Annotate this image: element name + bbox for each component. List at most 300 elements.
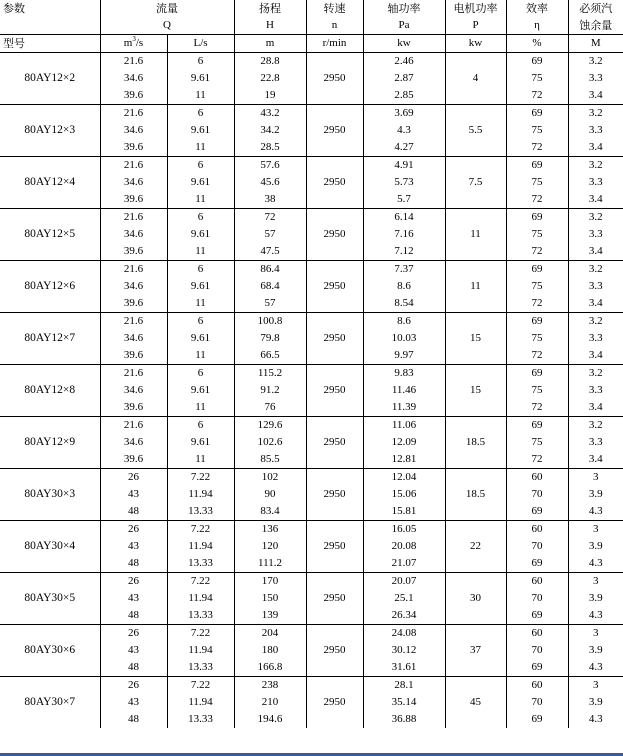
npsh-cell: 4.3 xyxy=(568,711,623,728)
table-row xyxy=(0,105,623,123)
shaft-power-cell: 12.04 xyxy=(363,469,445,487)
head-cell: 43.2 xyxy=(234,105,306,123)
flow-ls-cell: 9.61 xyxy=(167,226,234,243)
npsh-cell: 3.9 xyxy=(568,694,623,711)
flow-m3s-cell: 26 xyxy=(100,677,167,695)
shaft-power-cell: 8.6 xyxy=(363,313,445,331)
header-npsh: 必须汽 xyxy=(568,0,623,17)
efficiency-cell: 69 xyxy=(506,105,568,123)
npsh-cell: 3.3 xyxy=(568,174,623,191)
head-cell: 102 xyxy=(234,469,306,487)
speed-cell: 2950 xyxy=(306,573,363,625)
shaft-power-cell: 20.08 xyxy=(363,538,445,555)
efficiency-cell: 60 xyxy=(506,573,568,591)
header-head-symbol: H xyxy=(234,17,306,35)
flow-m3s-cell: 34.6 xyxy=(100,70,167,87)
npsh-cell: 3.4 xyxy=(568,347,623,365)
header-npsh-line2: 蚀余量 xyxy=(568,17,623,35)
table-row xyxy=(0,677,623,695)
motor-power-cell: 7.5 xyxy=(445,157,506,209)
head-cell: 120 xyxy=(234,538,306,555)
flow-ls-cell: 9.61 xyxy=(167,70,234,87)
flow-m3s-cell: 21.6 xyxy=(100,209,167,227)
model-cell: 80AY30×7 xyxy=(0,677,100,729)
head-cell: 129.6 xyxy=(234,417,306,435)
table-row xyxy=(0,53,623,71)
speed-cell: 2950 xyxy=(306,417,363,469)
flow-m3s-cell: 26 xyxy=(100,469,167,487)
flow-m3s-cell: 34.6 xyxy=(100,330,167,347)
flow-m3s-cell: 43 xyxy=(100,486,167,503)
shaft-power-cell: 11.46 xyxy=(363,382,445,399)
flow-ls-cell: 6 xyxy=(167,53,234,71)
shaft-power-cell: 30.12 xyxy=(363,642,445,659)
head-cell: 28.5 xyxy=(234,139,306,157)
shaft-power-cell: 7.16 xyxy=(363,226,445,243)
motor-power-cell: 5.5 xyxy=(445,105,506,157)
npsh-cell: 3.9 xyxy=(568,486,623,503)
efficiency-cell: 72 xyxy=(506,243,568,261)
flow-ls-cell: 9.61 xyxy=(167,434,234,451)
head-cell: 90 xyxy=(234,486,306,503)
efficiency-cell: 72 xyxy=(506,451,568,469)
efficiency-cell: 69 xyxy=(506,417,568,435)
head-cell: 170 xyxy=(234,573,306,591)
npsh-cell: 4.3 xyxy=(568,503,623,521)
efficiency-cell: 70 xyxy=(506,590,568,607)
npsh-cell: 4.3 xyxy=(568,607,623,625)
unit-npsh: M xyxy=(568,35,623,53)
motor-power-cell: 11 xyxy=(445,209,506,261)
model-cell: 80AY30×5 xyxy=(0,573,100,625)
table-row xyxy=(0,469,623,487)
speed-cell: 2950 xyxy=(306,677,363,729)
header-head: 扬程 xyxy=(234,0,306,17)
efficiency-cell: 69 xyxy=(506,157,568,175)
model-cell: 80AY30×3 xyxy=(0,469,100,521)
speed-cell: 2950 xyxy=(306,365,363,417)
efficiency-cell: 75 xyxy=(506,278,568,295)
flow-m3s-cell: 34.6 xyxy=(100,174,167,191)
npsh-cell: 3.3 xyxy=(568,70,623,87)
npsh-cell: 3.4 xyxy=(568,191,623,209)
flow-ls-cell: 13.33 xyxy=(167,555,234,573)
header-model: 型号 xyxy=(0,35,100,53)
flow-ls-cell: 6 xyxy=(167,313,234,331)
flow-ls-cell: 11.94 xyxy=(167,642,234,659)
flow-ls-cell: 9.61 xyxy=(167,174,234,191)
shaft-power-cell: 11.06 xyxy=(363,417,445,435)
flow-m3s-cell: 34.6 xyxy=(100,122,167,139)
head-cell: 180 xyxy=(234,642,306,659)
motor-power-cell: 22 xyxy=(445,521,506,573)
shaft-power-cell: 2.46 xyxy=(363,53,445,71)
model-cell: 80AY12×8 xyxy=(0,365,100,417)
flow-m3s-cell: 48 xyxy=(100,711,167,728)
header-efficiency: 效率 xyxy=(506,0,568,17)
head-cell: 85.5 xyxy=(234,451,306,469)
npsh-cell: 3.3 xyxy=(568,278,623,295)
unit-head: m xyxy=(234,35,306,53)
flow-ls-cell: 11 xyxy=(167,451,234,469)
header-row-2 xyxy=(0,17,623,35)
head-cell: 38 xyxy=(234,191,306,209)
flow-m3s-cell: 21.6 xyxy=(100,313,167,331)
efficiency-cell: 69 xyxy=(506,503,568,521)
table-row xyxy=(0,573,623,591)
header-motor-power: 电机功率 xyxy=(445,0,506,17)
flow-m3s-cell: 34.6 xyxy=(100,226,167,243)
speed-cell: 2950 xyxy=(306,313,363,365)
flow-ls-cell: 6 xyxy=(167,105,234,123)
head-cell: 22.8 xyxy=(234,70,306,87)
head-cell: 57 xyxy=(234,226,306,243)
flow-ls-cell: 11.94 xyxy=(167,590,234,607)
npsh-cell: 3.3 xyxy=(568,226,623,243)
npsh-cell: 3.2 xyxy=(568,157,623,175)
table-row xyxy=(0,157,623,175)
shaft-power-cell: 7.37 xyxy=(363,261,445,279)
flow-m3s-cell: 39.6 xyxy=(100,243,167,261)
npsh-cell: 3.4 xyxy=(568,139,623,157)
unit-flow-m3-sup: 3 xyxy=(132,35,136,43)
shaft-power-cell: 12.81 xyxy=(363,451,445,469)
flow-m3s-cell: 21.6 xyxy=(100,157,167,175)
efficiency-cell: 69 xyxy=(506,711,568,728)
npsh-cell: 3.2 xyxy=(568,105,623,123)
efficiency-cell: 69 xyxy=(506,607,568,625)
speed-cell: 2950 xyxy=(306,469,363,521)
motor-power-cell: 18.5 xyxy=(445,469,506,521)
model-cell: 80AY12×6 xyxy=(0,261,100,313)
shaft-power-cell: 15.81 xyxy=(363,503,445,521)
flow-m3s-cell: 39.6 xyxy=(100,347,167,365)
flow-m3s-cell: 34.6 xyxy=(100,382,167,399)
shaft-power-cell: 2.85 xyxy=(363,87,445,105)
model-cell: 80AY30×6 xyxy=(0,625,100,677)
flow-m3s-cell: 26 xyxy=(100,521,167,539)
flow-ls-cell: 9.61 xyxy=(167,382,234,399)
efficiency-cell: 75 xyxy=(506,70,568,87)
npsh-cell: 3 xyxy=(568,469,623,487)
npsh-cell: 4.3 xyxy=(568,555,623,573)
flow-m3s-cell: 43 xyxy=(100,694,167,711)
flow-m3s-cell: 43 xyxy=(100,642,167,659)
flow-m3s-cell: 43 xyxy=(100,590,167,607)
flow-m3s-cell: 39.6 xyxy=(100,451,167,469)
shaft-power-cell: 35.14 xyxy=(363,694,445,711)
flow-m3s-cell: 34.6 xyxy=(100,434,167,451)
flow-m3s-cell: 48 xyxy=(100,659,167,677)
motor-power-cell: 18.5 xyxy=(445,417,506,469)
npsh-cell: 3.3 xyxy=(568,122,623,139)
header-shaft-symbol: Pa xyxy=(363,17,445,35)
shaft-power-cell: 2.87 xyxy=(363,70,445,87)
unit-flow-ls: L/s xyxy=(167,35,234,53)
flow-ls-cell: 9.61 xyxy=(167,330,234,347)
efficiency-cell: 75 xyxy=(506,122,568,139)
speed-cell: 2950 xyxy=(306,521,363,573)
head-cell: 28.8 xyxy=(234,53,306,71)
npsh-cell: 3.2 xyxy=(568,209,623,227)
shaft-power-cell: 20.07 xyxy=(363,573,445,591)
shaft-power-cell: 16.05 xyxy=(363,521,445,539)
flow-ls-cell: 6 xyxy=(167,157,234,175)
shaft-power-cell: 12.09 xyxy=(363,434,445,451)
model-cell: 80AY30×4 xyxy=(0,521,100,573)
header-motor-symbol: P xyxy=(445,17,506,35)
head-cell: 115.2 xyxy=(234,365,306,383)
flow-ls-cell: 11 xyxy=(167,191,234,209)
npsh-cell: 3.2 xyxy=(568,365,623,383)
flow-m3s-cell: 43 xyxy=(100,538,167,555)
flow-ls-cell: 9.61 xyxy=(167,278,234,295)
head-cell: 166.8 xyxy=(234,659,306,677)
flow-m3s-cell: 26 xyxy=(100,625,167,643)
header-flow: 流量 xyxy=(100,0,234,17)
flow-ls-cell: 11 xyxy=(167,139,234,157)
unit-efficiency: % xyxy=(506,35,568,53)
efficiency-cell: 60 xyxy=(506,469,568,487)
shaft-power-cell: 36.88 xyxy=(363,711,445,728)
efficiency-cell: 60 xyxy=(506,625,568,643)
npsh-cell: 4.3 xyxy=(568,659,623,677)
efficiency-cell: 70 xyxy=(506,486,568,503)
flow-ls-cell: 11 xyxy=(167,295,234,313)
model-cell: 80AY12×5 xyxy=(0,209,100,261)
shaft-power-cell: 9.83 xyxy=(363,365,445,383)
flow-ls-cell: 7.22 xyxy=(167,573,234,591)
flow-ls-cell: 11 xyxy=(167,347,234,365)
efficiency-cell: 75 xyxy=(506,434,568,451)
flow-ls-cell: 11 xyxy=(167,243,234,261)
shaft-power-cell: 7.12 xyxy=(363,243,445,261)
motor-power-cell: 45 xyxy=(445,677,506,729)
flow-ls-cell: 7.22 xyxy=(167,625,234,643)
speed-cell: 2950 xyxy=(306,261,363,313)
motor-power-cell: 15 xyxy=(445,313,506,365)
shaft-power-cell: 31.61 xyxy=(363,659,445,677)
efficiency-cell: 75 xyxy=(506,174,568,191)
shaft-power-cell: 3.69 xyxy=(363,105,445,123)
npsh-cell: 3 xyxy=(568,573,623,591)
flow-m3s-cell: 39.6 xyxy=(100,295,167,313)
flow-ls-cell: 6 xyxy=(167,365,234,383)
unit-speed: r/min xyxy=(306,35,363,53)
efficiency-cell: 69 xyxy=(506,313,568,331)
efficiency-cell: 70 xyxy=(506,694,568,711)
shaft-power-cell: 6.14 xyxy=(363,209,445,227)
flow-ls-cell: 11 xyxy=(167,87,234,105)
npsh-cell: 3.4 xyxy=(568,243,623,261)
head-cell: 34.2 xyxy=(234,122,306,139)
efficiency-cell: 70 xyxy=(506,538,568,555)
header-units-row xyxy=(0,35,623,53)
efficiency-cell: 72 xyxy=(506,87,568,105)
unit-flow-m3-tail: /s xyxy=(135,37,144,49)
efficiency-cell: 60 xyxy=(506,521,568,539)
efficiency-cell: 69 xyxy=(506,365,568,383)
head-cell: 150 xyxy=(234,590,306,607)
flow-m3s-cell: 39.6 xyxy=(100,139,167,157)
flow-m3s-cell: 26 xyxy=(100,573,167,591)
flow-m3s-cell: 48 xyxy=(100,503,167,521)
shaft-power-cell: 8.54 xyxy=(363,295,445,313)
npsh-cell: 3 xyxy=(568,677,623,695)
efficiency-cell: 75 xyxy=(506,226,568,243)
model-cell: 80AY12×9 xyxy=(0,417,100,469)
efficiency-cell: 72 xyxy=(506,295,568,313)
npsh-cell: 3 xyxy=(568,625,623,643)
efficiency-cell: 75 xyxy=(506,382,568,399)
flow-m3s-cell: 21.6 xyxy=(100,105,167,123)
flow-m3s-cell: 21.6 xyxy=(100,365,167,383)
flow-ls-cell: 13.33 xyxy=(167,659,234,677)
table-row xyxy=(0,261,623,279)
npsh-cell: 3.3 xyxy=(568,382,623,399)
header-efficiency-symbol: η xyxy=(506,17,568,35)
npsh-cell: 3.3 xyxy=(568,330,623,347)
header-speed: 转速 xyxy=(306,0,363,17)
npsh-cell: 3.3 xyxy=(568,434,623,451)
flow-ls-cell: 7.22 xyxy=(167,469,234,487)
head-cell: 139 xyxy=(234,607,306,625)
flow-ls-cell: 7.22 xyxy=(167,677,234,695)
npsh-cell: 3.4 xyxy=(568,87,623,105)
head-cell: 45.6 xyxy=(234,174,306,191)
flow-ls-cell: 11.94 xyxy=(167,694,234,711)
head-cell: 72 xyxy=(234,209,306,227)
header-row-1 xyxy=(0,0,623,17)
head-cell: 47.5 xyxy=(234,243,306,261)
head-cell: 57 xyxy=(234,295,306,313)
shaft-power-cell: 8.6 xyxy=(363,278,445,295)
flow-ls-cell: 13.33 xyxy=(167,607,234,625)
flow-ls-cell: 13.33 xyxy=(167,711,234,728)
speed-cell: 2950 xyxy=(306,157,363,209)
shaft-power-cell: 24.08 xyxy=(363,625,445,643)
unit-shaft-power: kw xyxy=(363,35,445,53)
flow-ls-cell: 9.61 xyxy=(167,122,234,139)
shaft-power-cell: 10.03 xyxy=(363,330,445,347)
flow-m3s-cell: 39.6 xyxy=(100,87,167,105)
motor-power-cell: 37 xyxy=(445,625,506,677)
shaft-power-cell: 21.07 xyxy=(363,555,445,573)
speed-cell: 2950 xyxy=(306,105,363,157)
speed-cell: 2950 xyxy=(306,53,363,105)
efficiency-cell: 69 xyxy=(506,659,568,677)
flow-m3s-cell: 21.6 xyxy=(100,261,167,279)
flow-m3s-cell: 21.6 xyxy=(100,53,167,71)
efficiency-cell: 69 xyxy=(506,53,568,71)
flow-ls-cell: 7.22 xyxy=(167,521,234,539)
npsh-cell: 3.4 xyxy=(568,399,623,417)
npsh-cell: 3.9 xyxy=(568,590,623,607)
flow-m3s-cell: 34.6 xyxy=(100,278,167,295)
flow-ls-cell: 13.33 xyxy=(167,503,234,521)
head-cell: 100.8 xyxy=(234,313,306,331)
shaft-power-cell: 5.73 xyxy=(363,174,445,191)
header-flow-symbol: Q xyxy=(100,17,234,35)
table-row xyxy=(0,209,623,227)
header-shaft-power: 轴功率 xyxy=(363,0,445,17)
efficiency-cell: 72 xyxy=(506,399,568,417)
shaft-power-cell: 5.7 xyxy=(363,191,445,209)
table-row xyxy=(0,313,623,331)
head-cell: 91.2 xyxy=(234,382,306,399)
npsh-cell: 3.9 xyxy=(568,538,623,555)
unit-flow-m3-base: m xyxy=(123,37,133,49)
npsh-cell: 3.2 xyxy=(568,313,623,331)
flow-ls-cell: 6 xyxy=(167,261,234,279)
npsh-cell: 3 xyxy=(568,521,623,539)
shaft-power-cell: 11.39 xyxy=(363,399,445,417)
shaft-power-cell: 28.1 xyxy=(363,677,445,695)
shaft-power-cell: 4.27 xyxy=(363,139,445,157)
head-cell: 83.4 xyxy=(234,503,306,521)
efficiency-cell: 69 xyxy=(506,261,568,279)
model-cell: 80AY12×2 xyxy=(0,53,100,105)
unit-motor-power: kw xyxy=(445,35,506,53)
flow-m3s-cell: 39.6 xyxy=(100,399,167,417)
flow-ls-cell: 11.94 xyxy=(167,486,234,503)
speed-cell: 2950 xyxy=(306,625,363,677)
shaft-power-cell: 4.3 xyxy=(363,122,445,139)
efficiency-cell: 70 xyxy=(506,642,568,659)
shaft-power-cell: 25.1 xyxy=(363,590,445,607)
shaft-power-cell: 26.34 xyxy=(363,607,445,625)
head-cell: 79.8 xyxy=(234,330,306,347)
model-cell: 80AY12×3 xyxy=(0,105,100,157)
head-cell: 136 xyxy=(234,521,306,539)
unit-flow-m3 xyxy=(100,35,167,53)
npsh-cell: 3.4 xyxy=(568,451,623,469)
head-cell: 194.6 xyxy=(234,711,306,728)
efficiency-cell: 69 xyxy=(506,555,568,573)
efficiency-cell: 75 xyxy=(506,330,568,347)
npsh-cell: 3.9 xyxy=(568,642,623,659)
head-cell: 238 xyxy=(234,677,306,695)
head-cell: 66.5 xyxy=(234,347,306,365)
head-cell: 19 xyxy=(234,87,306,105)
head-cell: 210 xyxy=(234,694,306,711)
head-cell: 102.6 xyxy=(234,434,306,451)
header-param: 参数 xyxy=(0,0,100,17)
motor-power-cell: 15 xyxy=(445,365,506,417)
header-param-blank xyxy=(0,17,100,35)
npsh-cell: 3.2 xyxy=(568,53,623,71)
efficiency-cell: 72 xyxy=(506,347,568,365)
efficiency-cell: 60 xyxy=(506,677,568,695)
head-cell: 57.6 xyxy=(234,157,306,175)
table-row xyxy=(0,521,623,539)
efficiency-cell: 69 xyxy=(506,209,568,227)
model-cell: 80AY12×7 xyxy=(0,313,100,365)
flow-m3s-cell: 48 xyxy=(100,555,167,573)
table-row xyxy=(0,417,623,435)
head-cell: 68.4 xyxy=(234,278,306,295)
flow-ls-cell: 6 xyxy=(167,417,234,435)
head-cell: 86.4 xyxy=(234,261,306,279)
flow-ls-cell: 11 xyxy=(167,399,234,417)
head-cell: 204 xyxy=(234,625,306,643)
flow-m3s-cell: 21.6 xyxy=(100,417,167,435)
shaft-power-cell: 9.97 xyxy=(363,347,445,365)
flow-ls-cell: 6 xyxy=(167,209,234,227)
npsh-cell: 3.2 xyxy=(568,417,623,435)
shaft-power-cell: 4.91 xyxy=(363,157,445,175)
model-cell: 80AY12×4 xyxy=(0,157,100,209)
